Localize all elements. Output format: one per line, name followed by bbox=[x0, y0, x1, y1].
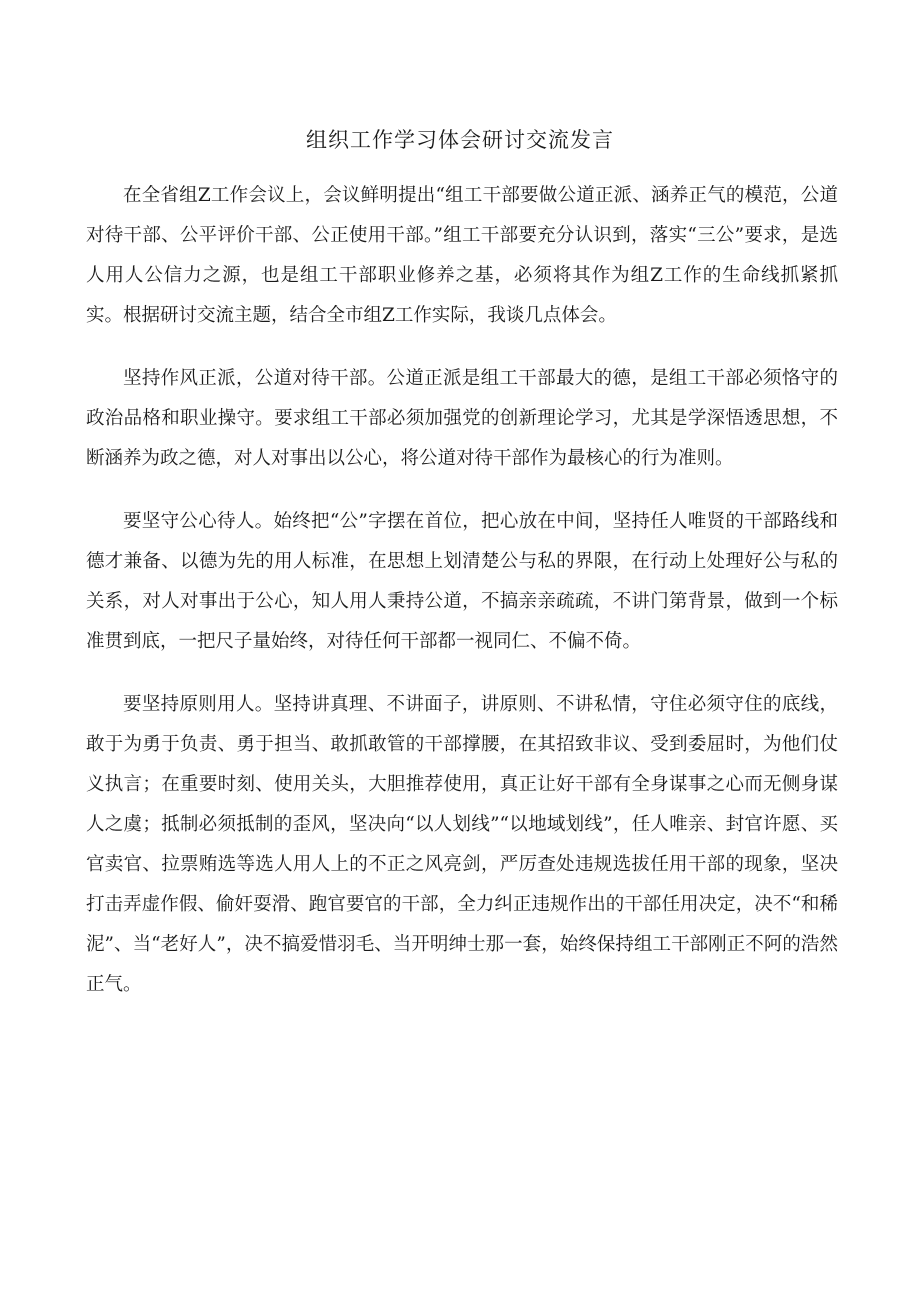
paragraph-intro: 在全省组Z工作会议上，会议鲜明提出“组工干部要做公道正派、涵养正气的模范，公道对待干部、公平评价干部、公正使用干部。”组工干部要充分认识到，落实“三公”要求，是选人用人公信力之源，也是组工干部职业修养之基，必须将其作为组Z工作的生命线抓紧抓实。根据研讨交流主题，结合全市组Z工作实际，我谈几点体会。 bbox=[86, 185, 838, 326]
paragraph-principled-employment: 要坚持原则用人。坚持讲真理、不讲面子，讲原则、不讲私情，守住必须守住的底线，敢于为勇于负责、勇于担当、敢抓敢管的干部撑腰，在其招致非议、受到委屈时，为他们仗义执言；在重要时刻、使用关头，大胆推荐使用，真正让好干部有全身谋事之心而无侧身谋人之虞；抵制必须抵制的歪风，坚决向“以人划线”“以地域划线”，任人唯亲、封官许愿、买官卖官、拉票贿选等选人用人上的不正之风亮剑，严厉查处违规选拔任用干部的现象，坚决打击弄虚作假、偷奸耍滑、跑官要官的干部，全力纠正违规作出的干部任用决定，决不“和稀泥”、当“老好人”，决不搞爱惜羽毛、当开明绅士那一套，始终保持组工干部刚正不阿的浩然正气。 bbox=[86, 694, 838, 995]
document-title: 组织工作学习体会研讨交流发言 bbox=[306, 128, 614, 152]
paragraph-fair-style: 坚持作风正派，公道对待干部。公道正派是组工干部最大的德，是组工干部必须恪守的政治品格和职业操守。要求组工干部必须加强党的创新理论学习，尤其是学深悟透思想，不断涵养为政之德，对人对事出以公心，将公道对待干部作为最核心的行为准则。 bbox=[86, 368, 838, 469]
document-body bbox=[86, 176, 838, 1028]
paragraph-public-heart: 要坚守公心待人。始终把“公”字摆在首位，把心放在中间，坚持任人唯贤的干部路线和德才兼备、以德为先的用人标准，在思想上划清楚公与私的界限，在行动上处理好公与私的关系，对人对事出于公心，知人用人秉持公道，不搞亲亲疏疏，不讲门第背景，做到一个标准贯到底，一把尺子量始终，对待任何干部都一视同仁、不偏不倚。 bbox=[86, 511, 838, 652]
